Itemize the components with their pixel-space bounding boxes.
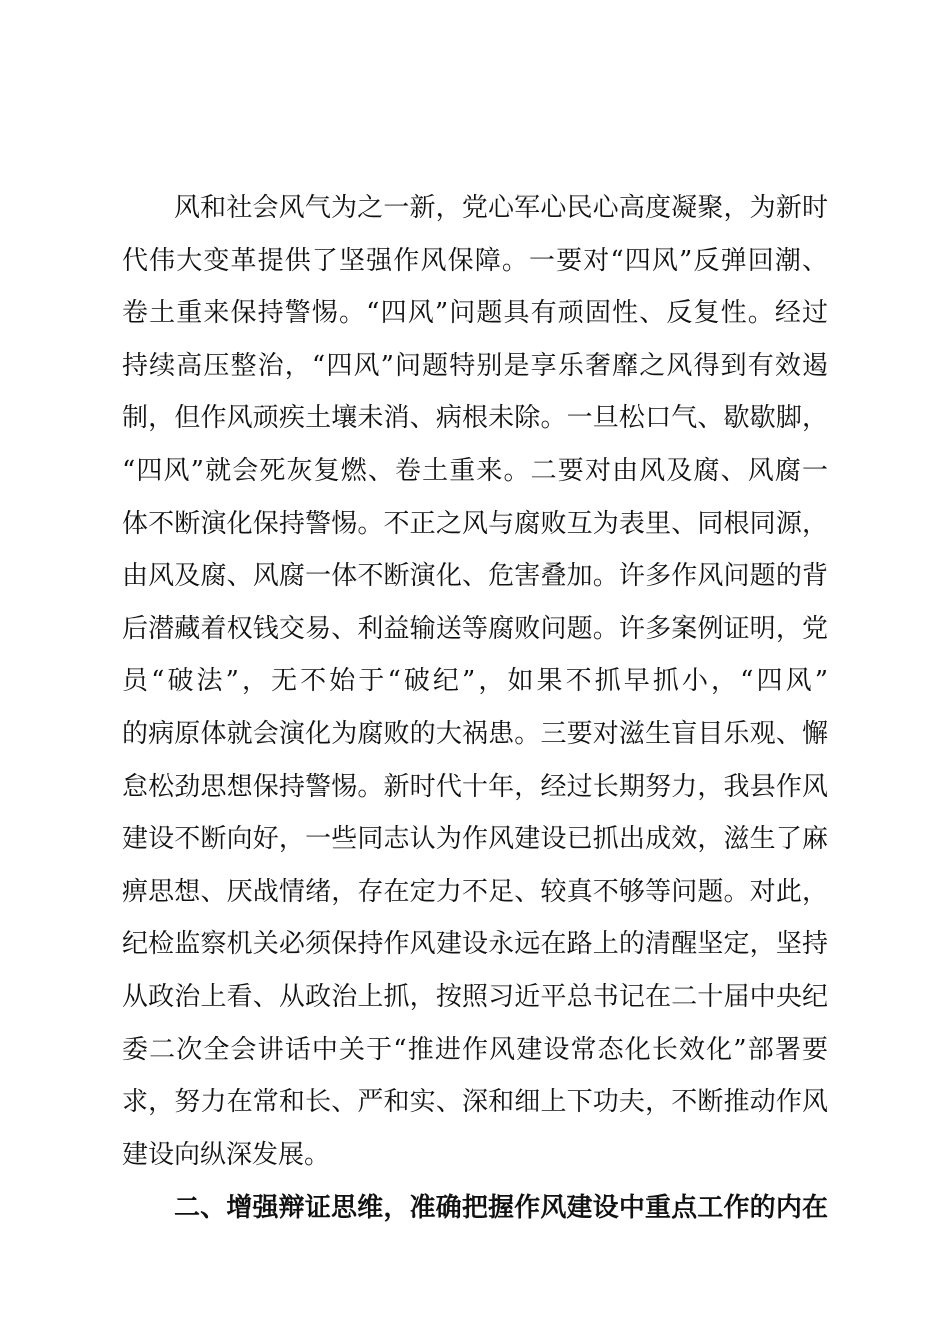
paragraph-line: 委二次全会讲话中关于“推进作风建设常态化长效化”部署要 [122,1034,828,1065]
paragraph-line: 制，但作风顽疾土壤未消、病根未除。一旦松口气、歇歇脚， [122,403,828,434]
section-heading: 二、增强辩证思维，准确把握作风建设中重点工作的内在 [174,1193,828,1224]
paragraph-line: 后潜藏着权钱交易、利益输送等腐败问题。许多案例证明，党 [122,613,828,644]
paragraph-line: 纪检监察机关必须保持作风建设永远在路上的清醒坚定，坚持 [122,929,828,960]
paragraph-line: 的病原体就会演化为腐败的大祸患。三要对滋生盲目乐观、懈 [122,719,828,749]
paragraph-line: 怠松劲思想保持警惕。新时代十年，经过长期努力，我县作风 [122,771,828,802]
paragraph-line: 从政治上看、从政治上抓，按照习近平总书记在二十届中央纪 [122,982,828,1012]
paragraph-line: 员“破法”，无不始于“破纪”，如果不抓早抓小，“四风” [122,666,828,697]
paragraph-line: 建设不断向好，一些同志认为作风建设已抓出成效，滋生了麻 [122,824,828,855]
paragraph-line: 由风及腐、风腐一体不断演化、危害叠加。许多作风问题的背 [122,561,828,592]
paragraph-line: 代伟大变革提供了坚强作风保障。一要对“四风”反弹回潮、 [122,245,828,276]
paragraph-line: 风和社会风气为之一新，党心军心民心高度凝聚，为新时 [174,193,828,223]
paragraph-line: 痹思想、厌战情绪，存在定力不足、较真不够等问题。对此， [122,876,828,907]
paragraph-line: 体不断演化保持警惕。不正之风与腐败互为表里、同根同源， [122,508,828,539]
paragraph-line: 持续高压整治，“四风”问题特别是享乐奢靡之风得到有效遏 [122,350,828,381]
paragraph-line: “四风”就会死灰复燃、卷土重来。二要对由风及腐、风腐一 [122,456,828,486]
paragraph-line: 建设向纵深发展。 [122,1139,331,1170]
paragraph-line: 卷土重来保持警惕。“四风”问题具有顽固性、反复性。经过 [122,298,828,329]
paragraph-line: 求，努力在常和长、严和实、深和细上下功夫，不断推动作风 [122,1087,828,1118]
